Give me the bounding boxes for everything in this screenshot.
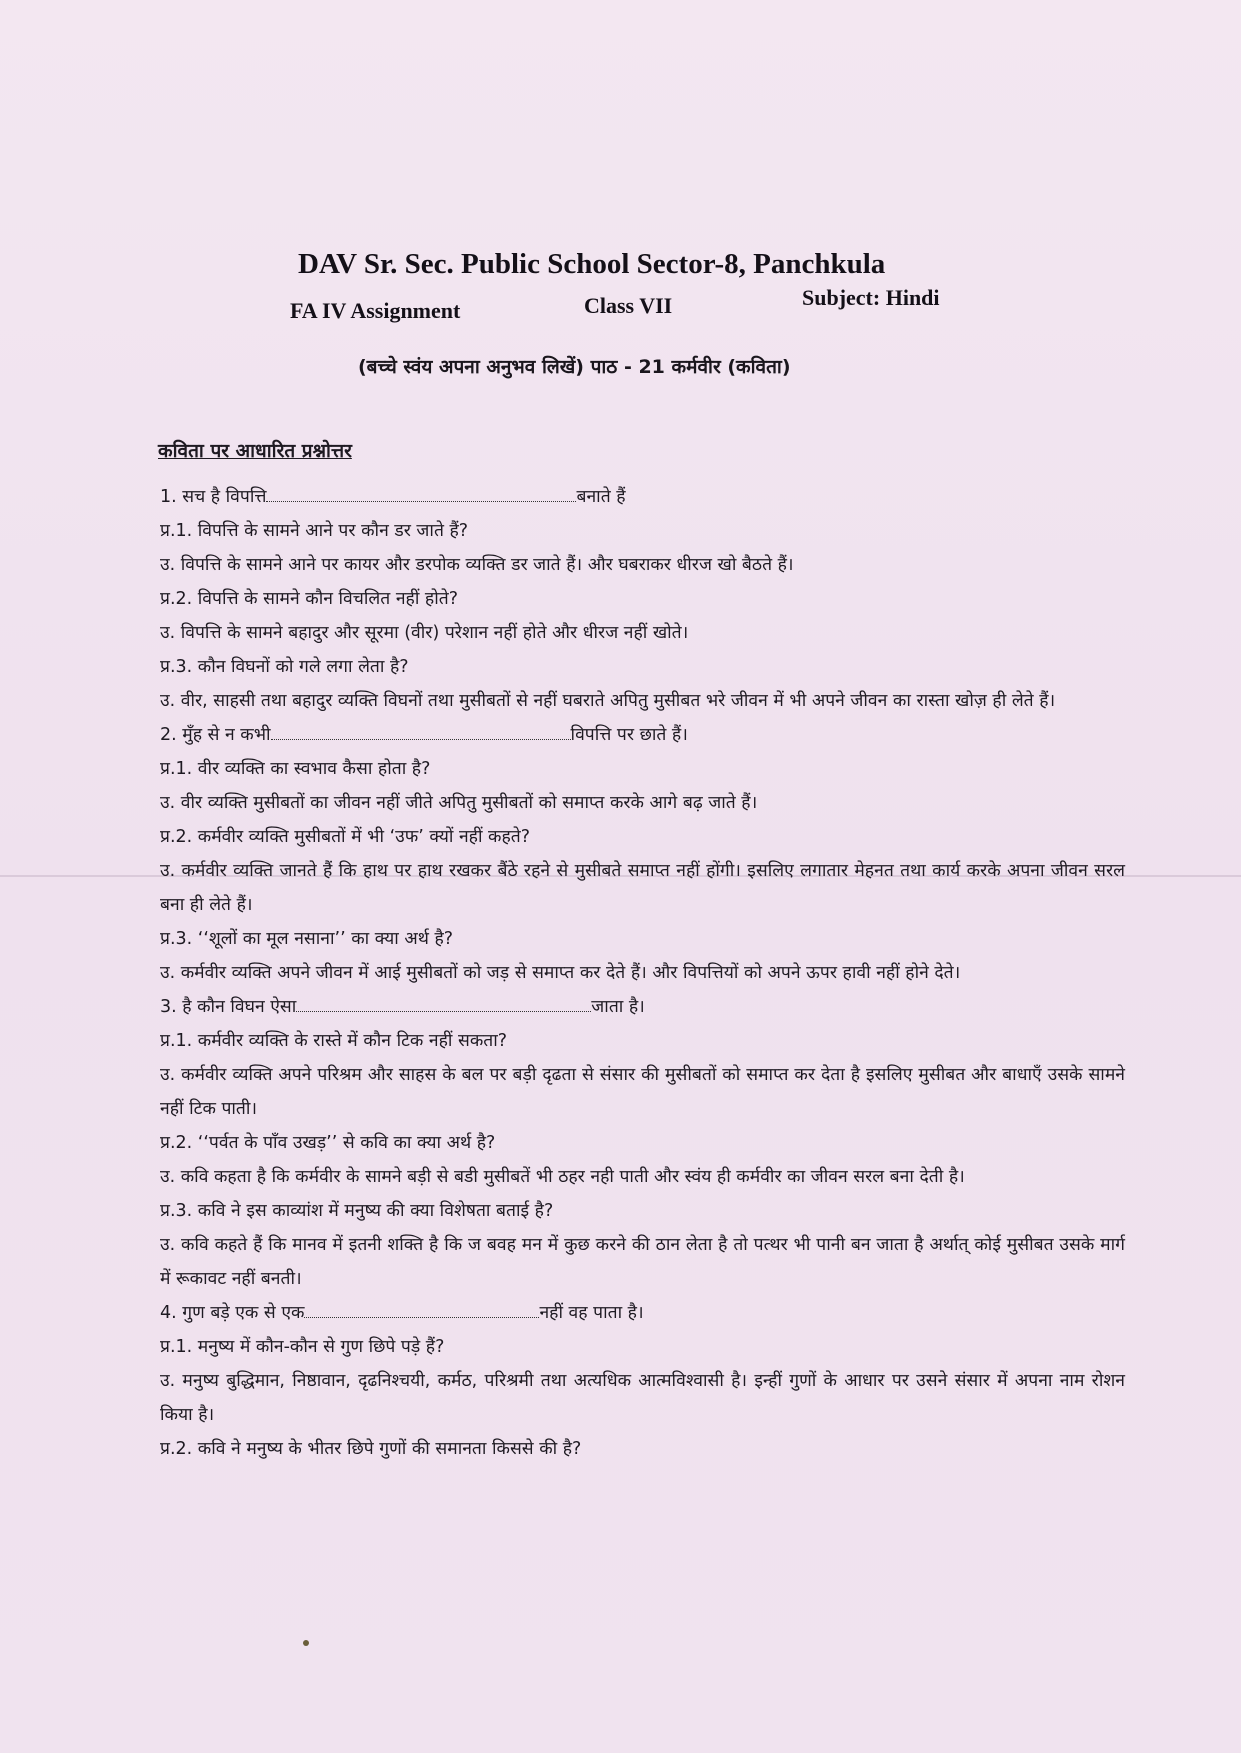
stanza-start: 1. सच है विपत्ति (160, 487, 267, 507)
stanza-end: बनाते हैं (576, 487, 626, 507)
answer-text: उ. मनुष्य बुद्धिमान, निष्ठावान, दृढनिश्चयी, कर्मठ, परिश्रमी तथा अत्यधिक आत्मविश्वासी है। इन्हीं गुणों के आधार पर उसने संसार में अपना नाम रोशन किया है। (160, 1371, 1125, 1425)
answer-text: उ. कर्मवीर व्यक्ति जानते हैं कि हाथ पर हाथ रखकर बैंठे रहने से मुसीबते समाप्त नहीं होंगी। इसलिए लगातार मेहनत तथा कार्य करके अपना जीवन सरल बना ही लेते हैं। (160, 861, 1125, 915)
dotted-blank (296, 993, 591, 1012)
stanza-start: 4. गुण बड़े एक से एक (160, 1303, 305, 1323)
question-text: प्र.1. मनुष्य में कौन-कौन से गुण छिपे पड़े हैं? (160, 1337, 445, 1357)
poem-stanza-line (160, 480, 1125, 514)
question-text: प्र.2. ‘‘पर्वत के पाँव उखड़’’ से कवि का क्या अर्थ है? (160, 1133, 496, 1153)
dotted-blank (271, 721, 571, 740)
question-text: प्र.2. विपत्ति के सामने कौन विचलित नहीं होते? (160, 589, 459, 609)
question-text: प्र.2. कर्मवीर व्यक्ति मुसीबतों में भी ‘उफ’ क्यों नहीं कहते? (160, 827, 531, 847)
question-text: प्र.3. ‘‘शूलों का मूल नसाना’’ का क्या अर्थ है? (160, 929, 454, 949)
answer-text: उ. कवि कहता है कि कर्मवीर के सामने बड़ी से बडी मुसीबतें भी ठहर नही पाती और स्वंय ही कर्मवीर का जीवन सरल बना देती है। (160, 1167, 965, 1187)
stanza-end: जाता है। (591, 997, 645, 1017)
stanza-end: नहीं वह पाता है। (539, 1303, 644, 1323)
speck-mark (303, 1640, 309, 1646)
poem-stanza-line (160, 718, 1125, 752)
assignment-label: FA IV Assignment (290, 298, 461, 323)
dotted-blank (266, 483, 576, 502)
lesson-subtitle: (बच्चे स्वंय अपना अनुभव लिखें) पाठ - 21 कर्मवीर (कविता) (358, 356, 791, 378)
question-text: प्र.1. कर्मवीर व्यक्ति के रास्ते में कौन टिक नहीं सकता? (160, 1031, 508, 1051)
section-title: कविता पर आधारित प्रश्नोत्तर (158, 440, 352, 462)
stanza-end: विपत्ति पर छाते हैं। (570, 725, 688, 745)
answer-text: उ. कर्मवीर व्यक्ति अपने जीवन में आई मुसीबतों को जड़ से समाप्त कर देते हैं। और विपत्तियों को अपने ऊपर हावी नहीं होने देते। (160, 963, 961, 983)
answer-text: उ. विपत्ति के सामने आने पर कायर और डरपोक व्यक्ति डर जाते हैं। और घबराकर धीरज खो बैठते हैं। (160, 555, 794, 575)
dotted-blank (304, 1299, 539, 1318)
class-label: Class VII (584, 293, 673, 318)
question-text: प्र.3. कवि ने इस काव्यांश में मनुष्य की क्या विशेषता बताई है? (160, 1201, 554, 1221)
answer-text: उ. कर्मवीर व्यक्ति अपने परिश्रम और साहस के बल पर बड़ी दृढता से संसार की मुसीबतों को समाप्त कर देता है इसलिए मुसीबत और बाधाएँ उसके सामने नहीं टिक पाती। (160, 1065, 1125, 1119)
subject-label: Subject: Hindi (802, 285, 940, 310)
school-name: DAV Sr. Sec. Public School Sector-8, Panchkula (298, 248, 886, 280)
question-text: प्र.1. वीर व्यक्ति का स्वभाव कैसा होता है? (160, 759, 431, 779)
answer-text: उ. वीर व्यक्ति मुसीबतों का जीवन नहीं जीते अपितु मुसीबतों को समाप्त करके आगे बढ़ जाते हैं। (160, 793, 758, 813)
stanza-start: 2. मुँह से न कभी (160, 725, 271, 745)
answer-text: उ. कवि कहते हैं कि मानव में इतनी शक्ति है कि ज बवह मन में कुछ करने की ठान लेता है तो पत्थर भी पानी बन जाता है अर्थात् कोई मुसीबत उसके मार्ग में रूकावट नहीं बनती। (160, 1235, 1125, 1289)
qa-content (160, 480, 1125, 1466)
answer-text: उ. वीर, साहसी तथा बहादुर व्यक्ति विघनों तथा मुसीबतों से नहीं घबराते अपितु मुसीबत भरे जीवन में भी अपने जीवन का रास्ता खोज़ ही लेते हैं। (160, 691, 1056, 711)
stanza-start: 3. है कौन विघन ऐसा (160, 997, 297, 1017)
poem-stanza-line (160, 990, 1125, 1024)
question-text: प्र.3. कौन विघनों को गले लगा लेता है? (160, 657, 409, 677)
question-text: प्र.1. विपत्ति के सामने आने पर कौन डर जाते हैं? (160, 521, 469, 541)
answer-text: उ. विपत्ति के सामने बहादुर और सूरमा (वीर) परेशान नहीं होते और धीरज नहीं खोते। (160, 623, 689, 643)
question-text: प्र.2. कवि ने मनुष्य के भीतर छिपे गुणों की समानता किससे की है? (160, 1439, 582, 1459)
poem-stanza-line (160, 1296, 1125, 1330)
